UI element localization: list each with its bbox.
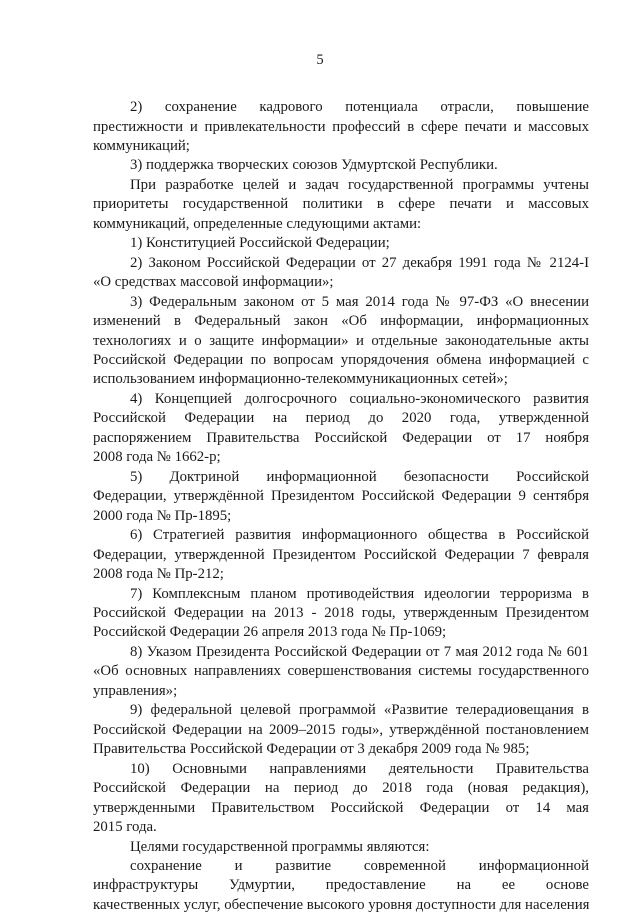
text-line: использованием информационно-телекоммуникационных сетей»; <box>93 371 508 388</box>
text-line: 3) поддержка творческих союзов Удмуртской Республики. <box>130 157 498 174</box>
text-line: 9) федеральной целевой программой «Развитие телерадиовещания в <box>130 702 589 719</box>
text-line: технологиях и о защите информации» и отдельные законодательные акты <box>93 332 589 349</box>
text-line: Федерации, утвержденной Президентом Российской Федерации 7 февраля <box>93 546 589 563</box>
text-line: 2000 года № Пр-1895; <box>93 507 232 524</box>
text-line: Целями государственной программы являются: <box>130 838 430 855</box>
text-line: 2008 года № 1662-р; <box>93 449 221 466</box>
text-line: Российской Федерации на 2009–2015 годы», утверждённой постановлением <box>93 721 589 738</box>
text-line: «Об основных направлениях совершенствования системы государственного <box>93 663 589 680</box>
text-line: Российской Федерации на период до 2020 года, утвержденной <box>93 410 589 427</box>
text-line: 3) Федеральным законом от 5 мая 2014 года № 97-ФЗ «О внесении <box>130 293 589 310</box>
page-number: 5 <box>316 52 324 68</box>
text-line: Российской Федерации 26 апреля 2013 года № Пр-1069; <box>93 624 447 641</box>
text-line: 6) Стратегией развития информационного общества в Российской <box>130 527 589 544</box>
text-line: утвержденными Правительством Российской Федерации от 14 мая <box>93 799 589 816</box>
text-line: Российской Федерации на 2013 - 2018 годы, утвержденным Президентом <box>93 605 589 621</box>
text-line: управления»; <box>93 682 178 699</box>
text-line: инфраструктуры Удмуртии, предоставление на ее основе <box>93 877 589 894</box>
text-line: изменений в Федеральный закон «Об информации, информационных <box>93 313 589 330</box>
text-line: приоритеты государственной политики в сфере печати и массовых <box>93 196 589 213</box>
text-line: 2) сохранение кадрового потенциала отрасли, повышение <box>130 99 589 115</box>
text-line: 2) Законом Российской Федерации от 27 декабря 1991 года № 2124-I <box>130 254 589 271</box>
text-line: коммуникаций; <box>93 137 190 154</box>
text-line: коммуникаций, определенные следующими актами: <box>93 215 422 232</box>
text-line: 7) Комплексным планом противодействия идеологии терроризма в <box>130 585 589 602</box>
text-line: 2015 года. <box>93 819 157 835</box>
text-line: престижности и привлекательности профессий в сфере печати и массовых <box>93 118 589 135</box>
text-line: 2008 года № Пр-212; <box>93 566 224 582</box>
text-line: При разработке целей и задач государственной программы учтены <box>130 176 589 193</box>
text-line: 10) Основными направлениями деятельности Правительства <box>130 760 589 777</box>
text-line: 4) Концепцией долгосрочного социально-экономического развития <box>130 390 589 407</box>
text-line: Российской Федерации на период до 2018 года (новая редакция), <box>93 780 589 797</box>
text-line: распоряжением Правительства Российской Федерации от 17 ноября <box>93 429 589 446</box>
text-line: «О средствах массовой информации»; <box>93 274 334 291</box>
text-line: Правительства Российской Федерации от 3 декабря 2009 года № 985; <box>93 741 530 758</box>
text-line: 5) Доктриной информационной безопасности Российской <box>130 468 589 485</box>
text-line: Российской Федерации по вопросам упорядочения обмена информацией с <box>93 352 589 368</box>
text-line: качественных услуг, обеспечение высокого уровня доступности для населения <box>93 896 590 913</box>
text-line: сохранение и развитие современной информационной <box>130 857 589 874</box>
text-line: 1) Конституцией Российской Федерации; <box>130 235 390 252</box>
text-line: Федерации, утверждённой Президентом Российской Федерации 9 сентября <box>93 488 589 505</box>
text-line: 8) Указом Президента Российской Федерации от 7 мая 2012 года № 601 <box>130 643 589 660</box>
